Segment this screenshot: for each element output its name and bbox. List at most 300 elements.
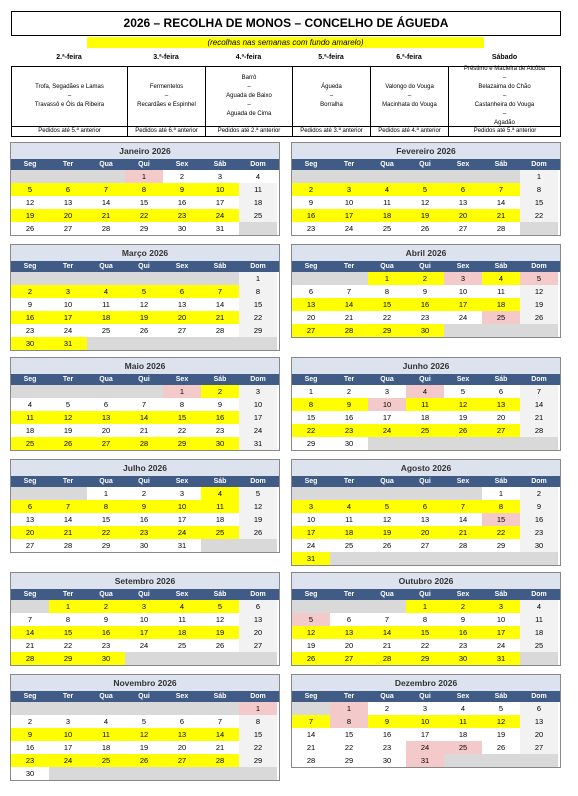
- weekday-header: Qui: [419, 376, 431, 383]
- day-cell: 28: [330, 324, 368, 337]
- day-cell: 25: [163, 639, 201, 652]
- day-cell: 6: [239, 600, 277, 613]
- week-row: [292, 500, 560, 513]
- week-row: [292, 613, 560, 626]
- empty-day-cell: [125, 385, 163, 398]
- weekday-header: Dom: [531, 591, 547, 598]
- day-cell: 14: [292, 728, 330, 741]
- day-cell: 27: [239, 639, 277, 652]
- day-cell: 3: [406, 702, 444, 715]
- day-cell: 23: [292, 222, 330, 235]
- zone-parish: –: [407, 93, 412, 99]
- day-cell: 25: [330, 539, 368, 552]
- day-cell: 28: [201, 754, 239, 767]
- day-cell: 12: [292, 626, 330, 639]
- day-cell: 27: [406, 539, 444, 552]
- day-cell: 10: [163, 500, 201, 513]
- day-cell: 8: [520, 183, 558, 196]
- day-cell: 15: [406, 626, 444, 639]
- day-cell: 24: [201, 209, 239, 222]
- week-row: [11, 754, 279, 767]
- day-cell: 1: [125, 170, 163, 183]
- weekday-header: Dom: [531, 161, 547, 168]
- day-cell: 2: [201, 385, 239, 398]
- weekday-header: Ter: [62, 478, 74, 485]
- week-row: [11, 183, 279, 196]
- day-cell: 21: [292, 741, 330, 754]
- day-cell: 4: [163, 600, 201, 613]
- day-cell: 3: [368, 385, 406, 398]
- week-row: [292, 196, 560, 209]
- day-cell: 28: [87, 222, 125, 235]
- empty-day-cell: [239, 337, 277, 350]
- zone-parish: Travassô e Óis da Ribeira: [34, 102, 105, 108]
- zone-order-deadline: Pedidos até 4.ª anterior: [371, 126, 449, 136]
- weekday-header: Sex: [456, 263, 470, 270]
- day-cell: 14: [482, 196, 520, 209]
- day-cell: 13: [87, 411, 125, 424]
- day-cell: 16: [292, 209, 330, 222]
- week-row: [292, 741, 560, 754]
- empty-day-cell: [125, 767, 163, 780]
- day-cell: 8: [292, 398, 330, 411]
- week-row: [292, 702, 560, 715]
- week-row: [292, 311, 560, 324]
- weekday-header: Sáb: [213, 161, 227, 168]
- day-cell: 16: [444, 626, 482, 639]
- month-calendar: [291, 674, 561, 768]
- day-cell: 29: [239, 324, 277, 337]
- day-cell: 5: [368, 500, 406, 513]
- day-cell: 12: [520, 285, 558, 298]
- day-cell: 22: [239, 741, 277, 754]
- week-row: [11, 728, 279, 741]
- week-row: [292, 298, 560, 311]
- weekday-header: Dom: [531, 376, 547, 383]
- zone-parish: Agadão: [494, 120, 515, 126]
- day-cell: 2: [292, 183, 330, 196]
- weekday-header: Dom: [250, 478, 266, 485]
- empty-day-cell: [406, 487, 444, 500]
- month-title: Maio 2026: [11, 358, 279, 374]
- day-cell: 22: [482, 526, 520, 539]
- day-cell: 13: [406, 513, 444, 526]
- day-cell: 7: [520, 385, 558, 398]
- weekday-header-row: [292, 159, 560, 170]
- zone-parish: Trofa, Segadães e Lamas: [35, 84, 104, 90]
- weekday-header: Sex: [456, 693, 470, 700]
- day-cell: 21: [520, 411, 558, 424]
- day-cell: 4: [239, 170, 277, 183]
- day-cell: 15: [87, 513, 125, 526]
- day-cell: 6: [406, 500, 444, 513]
- month-title: Outubro 2026: [292, 573, 560, 589]
- day-cell: 21: [482, 209, 520, 222]
- day-cell: 6: [163, 715, 201, 728]
- day-cell: 18: [520, 626, 558, 639]
- weekday-header: Dom: [531, 263, 547, 270]
- zone-parish: Barrô: [241, 75, 257, 81]
- month-title: Julho 2026: [11, 460, 279, 476]
- weekday-header: Seg: [23, 591, 37, 598]
- day-cell: 20: [520, 728, 558, 741]
- day-cell: 2: [11, 285, 49, 298]
- day-cell: 20: [87, 424, 125, 437]
- weekday-header: Qua: [99, 693, 113, 700]
- day-cell: 24: [330, 222, 368, 235]
- day-cell: 28: [201, 324, 239, 337]
- day-cell: 19: [444, 411, 482, 424]
- day-cell: 29: [163, 437, 201, 450]
- day-cell: 13: [330, 626, 368, 639]
- weekday-header: Sáb: [494, 693, 508, 700]
- day-cell: 15: [239, 728, 277, 741]
- empty-day-cell: [49, 272, 87, 285]
- day-cell: 26: [125, 754, 163, 767]
- zone-parish: Valongo do Vouga: [385, 84, 434, 90]
- empty-day-cell: [368, 600, 406, 613]
- weekday-header: Ter: [343, 591, 355, 598]
- empty-day-cell: [444, 324, 482, 337]
- zone-order-deadline: Pedidos até 5.ª anterior: [12, 126, 128, 136]
- day-cell: 12: [406, 196, 444, 209]
- empty-day-cell: [444, 754, 482, 767]
- day-cell: 10: [444, 285, 482, 298]
- empty-day-cell: [201, 767, 239, 780]
- day-cell: 19: [11, 209, 49, 222]
- weekday-header: Dom: [250, 591, 266, 598]
- weekday-header-row: [11, 261, 279, 272]
- weekday-header-row: [11, 374, 279, 385]
- day-cell: 15: [239, 298, 277, 311]
- week-row: [11, 652, 279, 665]
- weekday-header: Qui: [419, 263, 431, 270]
- day-cell: 28: [368, 652, 406, 665]
- empty-day-cell: [520, 222, 558, 235]
- day-cell: 24: [49, 754, 87, 767]
- month-title: Novembro 2026: [11, 675, 279, 691]
- month-calendar: [10, 459, 280, 553]
- day-cell: 19: [368, 526, 406, 539]
- empty-day-cell: [292, 170, 330, 183]
- weekday-header: Dom: [250, 693, 266, 700]
- empty-day-cell: [330, 170, 368, 183]
- weekday-header: Sáb: [213, 693, 227, 700]
- week-row: [292, 285, 560, 298]
- week-row: [292, 639, 560, 652]
- day-cell: 5: [482, 702, 520, 715]
- day-cell: 9: [406, 285, 444, 298]
- day-cell: 2: [87, 600, 125, 613]
- day-cell: 11: [201, 500, 239, 513]
- week-row: [11, 311, 279, 324]
- weekday-header-row: [292, 476, 560, 487]
- day-cell: 25: [520, 639, 558, 652]
- day-cell: 19: [125, 741, 163, 754]
- day-cell: 6: [482, 385, 520, 398]
- zone-parish: –: [247, 102, 251, 108]
- zone-parish: Aguada de Baixo: [226, 93, 272, 99]
- day-cell: 30: [444, 652, 482, 665]
- day-cell: 17: [125, 626, 163, 639]
- day-cell: 17: [330, 209, 368, 222]
- empty-day-cell: [11, 702, 49, 715]
- day-cell: 22: [49, 639, 87, 652]
- day-cell: 7: [482, 183, 520, 196]
- empty-day-cell: [11, 487, 49, 500]
- day-cell: 3: [482, 600, 520, 613]
- weekday-header: Seg: [304, 376, 318, 383]
- week-row: [11, 298, 279, 311]
- day-cell: 30: [368, 754, 406, 767]
- day-cell: 16: [520, 513, 558, 526]
- zone-parish: –: [247, 84, 251, 90]
- day-cell: 12: [11, 196, 49, 209]
- day-cell: 6: [87, 398, 125, 411]
- day-cell: 20: [163, 311, 201, 324]
- day-cell: 18: [368, 209, 406, 222]
- day-cell: 18: [11, 424, 49, 437]
- day-cell: 16: [125, 513, 163, 526]
- week-row: [292, 552, 560, 565]
- weekday-header: Qua: [99, 263, 113, 270]
- day-cell: 15: [482, 513, 520, 526]
- day-cell: 24: [406, 741, 444, 754]
- day-cell: 7: [201, 715, 239, 728]
- month-calendar: [291, 459, 561, 566]
- empty-day-cell: [49, 487, 87, 500]
- empty-day-cell: [330, 600, 368, 613]
- day-cell: 21: [125, 424, 163, 437]
- weekday-header: Ter: [343, 263, 355, 270]
- weekday-header: Sex: [456, 161, 470, 168]
- day-cell: 12: [201, 613, 239, 626]
- month-calendar: [10, 142, 280, 236]
- day-cell: 17: [239, 411, 277, 424]
- day-cell: 10: [125, 613, 163, 626]
- month-calendar: [291, 244, 561, 338]
- day-cell: 4: [482, 272, 520, 285]
- day-cell: 20: [482, 411, 520, 424]
- day-cell: 12: [444, 398, 482, 411]
- weekday-header: Seg: [23, 161, 37, 168]
- month-calendar: [291, 572, 561, 666]
- day-cell: 2: [125, 487, 163, 500]
- week-row: [11, 222, 279, 235]
- week-row: [292, 487, 560, 500]
- day-cell: 16: [406, 298, 444, 311]
- day-cell: 13: [49, 196, 87, 209]
- day-cell: 10: [201, 183, 239, 196]
- day-cell: 30: [125, 539, 163, 552]
- day-cell: 20: [49, 209, 87, 222]
- week-row: [11, 500, 279, 513]
- day-cell: 16: [163, 196, 201, 209]
- weekday-header: Qua: [380, 591, 394, 598]
- day-cell: 2: [520, 487, 558, 500]
- week-row: [292, 385, 560, 398]
- empty-day-cell: [444, 487, 482, 500]
- weekday-header: Ter: [62, 591, 74, 598]
- day-cell: 25: [11, 437, 49, 450]
- day-cell: 10: [406, 715, 444, 728]
- day-cell: 22: [330, 741, 368, 754]
- day-cell: 31: [163, 539, 201, 552]
- day-cell: 30: [520, 539, 558, 552]
- day-cell: 14: [125, 411, 163, 424]
- week-row: [11, 767, 279, 780]
- weekday-header: Seg: [304, 161, 318, 168]
- weekday-header: Dom: [250, 376, 266, 383]
- day-cell: 27: [330, 652, 368, 665]
- day-cell: 4: [201, 487, 239, 500]
- weekday-header: Qua: [380, 478, 394, 485]
- day-cell: 13: [163, 298, 201, 311]
- weekday-header: Qua: [380, 263, 394, 270]
- empty-day-cell: [520, 437, 558, 450]
- weekday-header: Ter: [62, 376, 74, 383]
- weekday-header: Seg: [23, 478, 37, 485]
- week-row: [292, 539, 560, 552]
- day-cell: 5: [201, 600, 239, 613]
- day-cell: 27: [49, 222, 87, 235]
- day-cell: 10: [49, 728, 87, 741]
- day-cell: 29: [292, 437, 330, 450]
- day-cell: 7: [11, 613, 49, 626]
- day-cell: 5: [292, 613, 330, 626]
- day-cell: 5: [125, 715, 163, 728]
- weekday-header: Dom: [531, 693, 547, 700]
- day-cell: 18: [163, 626, 201, 639]
- week-row: [11, 170, 279, 183]
- day-cell: 29: [330, 754, 368, 767]
- day-cell: 6: [444, 183, 482, 196]
- empty-day-cell: [444, 170, 482, 183]
- empty-day-cell: [49, 385, 87, 398]
- day-cell: 26: [482, 741, 520, 754]
- day-cell: 16: [11, 311, 49, 324]
- day-cell: 21: [201, 311, 239, 324]
- day-cell: 11: [330, 513, 368, 526]
- day-cell: 30: [330, 437, 368, 450]
- weekday-header-row: [292, 374, 560, 385]
- day-cell: 29: [482, 539, 520, 552]
- day-cell: 17: [444, 298, 482, 311]
- zone-order-deadline: Pedidos até 5.ª anterior: [449, 126, 561, 136]
- empty-day-cell: [201, 272, 239, 285]
- week-row: [11, 487, 279, 500]
- month-title: Abril 2026: [292, 245, 560, 261]
- day-cell: 14: [368, 626, 406, 639]
- day-cell: 22: [292, 424, 330, 437]
- day-cell: 30: [201, 437, 239, 450]
- day-cell: 22: [163, 424, 201, 437]
- day-cell: 3: [239, 385, 277, 398]
- day-cell: 4: [11, 398, 49, 411]
- week-row: [11, 324, 279, 337]
- weekday-header: Sáb: [494, 161, 508, 168]
- day-cell: 18: [330, 526, 368, 539]
- day-cell: 28: [292, 754, 330, 767]
- day-cell: 29: [125, 222, 163, 235]
- month-title: Junho 2026: [292, 358, 560, 374]
- day-cell: 7: [444, 500, 482, 513]
- day-cell: 27: [11, 539, 49, 552]
- weekday-header: Seg: [304, 263, 318, 270]
- week-row: [11, 424, 279, 437]
- week-row: [292, 222, 560, 235]
- day-cell: 29: [239, 754, 277, 767]
- day-cell: 27: [87, 437, 125, 450]
- day-cell: 28: [520, 424, 558, 437]
- weekday-header: Qui: [419, 478, 431, 485]
- day-cell: 4: [368, 183, 406, 196]
- day-cell: 30: [163, 222, 201, 235]
- day-cell: 15: [125, 196, 163, 209]
- weekday-header-row: [11, 159, 279, 170]
- day-cell: 23: [368, 741, 406, 754]
- weekday-header: Seg: [23, 263, 37, 270]
- week-row: [292, 272, 560, 285]
- month-calendar: [10, 674, 280, 781]
- weekday-header: Ter: [343, 161, 355, 168]
- day-cell: 16: [368, 728, 406, 741]
- day-cell: 31: [201, 222, 239, 235]
- day-cell: 9: [11, 298, 49, 311]
- day-cell: 5: [11, 183, 49, 196]
- week-row: [11, 209, 279, 222]
- day-cell: 26: [125, 324, 163, 337]
- weekday-header: Sáb: [494, 591, 508, 598]
- empty-day-cell: [239, 539, 277, 552]
- weekday-header: Sáb: [494, 263, 508, 270]
- day-cell: 13: [239, 613, 277, 626]
- day-cell: 16: [201, 411, 239, 424]
- day-cell: 21: [11, 639, 49, 652]
- week-row: [292, 754, 560, 767]
- day-cell: 3: [292, 500, 330, 513]
- month-calendar: [10, 572, 280, 666]
- zone-cell: [371, 67, 449, 126]
- empty-day-cell: [292, 702, 330, 715]
- day-cell: 25: [239, 209, 277, 222]
- empty-day-cell: [406, 170, 444, 183]
- weekday-header: Sáb: [213, 376, 227, 383]
- empty-day-cell: [368, 170, 406, 183]
- zone-parish: Águeda: [321, 84, 342, 90]
- page-subtitle: (recolhas nas semanas com fundo amarelo): [87, 37, 484, 48]
- weekday-header: Qua: [99, 478, 113, 485]
- week-row: [292, 437, 560, 450]
- empty-day-cell: [239, 652, 277, 665]
- weekday-header: Sex: [456, 591, 470, 598]
- weekday-header: Qui: [419, 693, 431, 700]
- day-cell: 8: [482, 500, 520, 513]
- day-cell: 26: [368, 539, 406, 552]
- empty-day-cell: [520, 324, 558, 337]
- day-cell: 3: [201, 170, 239, 183]
- weekday-header-row: [11, 589, 279, 600]
- weekday-header: Sáb: [213, 591, 227, 598]
- weekday-header: Qui: [138, 591, 150, 598]
- day-cell: 11: [406, 398, 444, 411]
- day-cell: 4: [406, 385, 444, 398]
- day-cell: 31: [49, 337, 87, 350]
- day-cell: 8: [87, 500, 125, 513]
- empty-day-cell: [49, 170, 87, 183]
- day-cell: 7: [201, 285, 239, 298]
- day-cell: 19: [520, 298, 558, 311]
